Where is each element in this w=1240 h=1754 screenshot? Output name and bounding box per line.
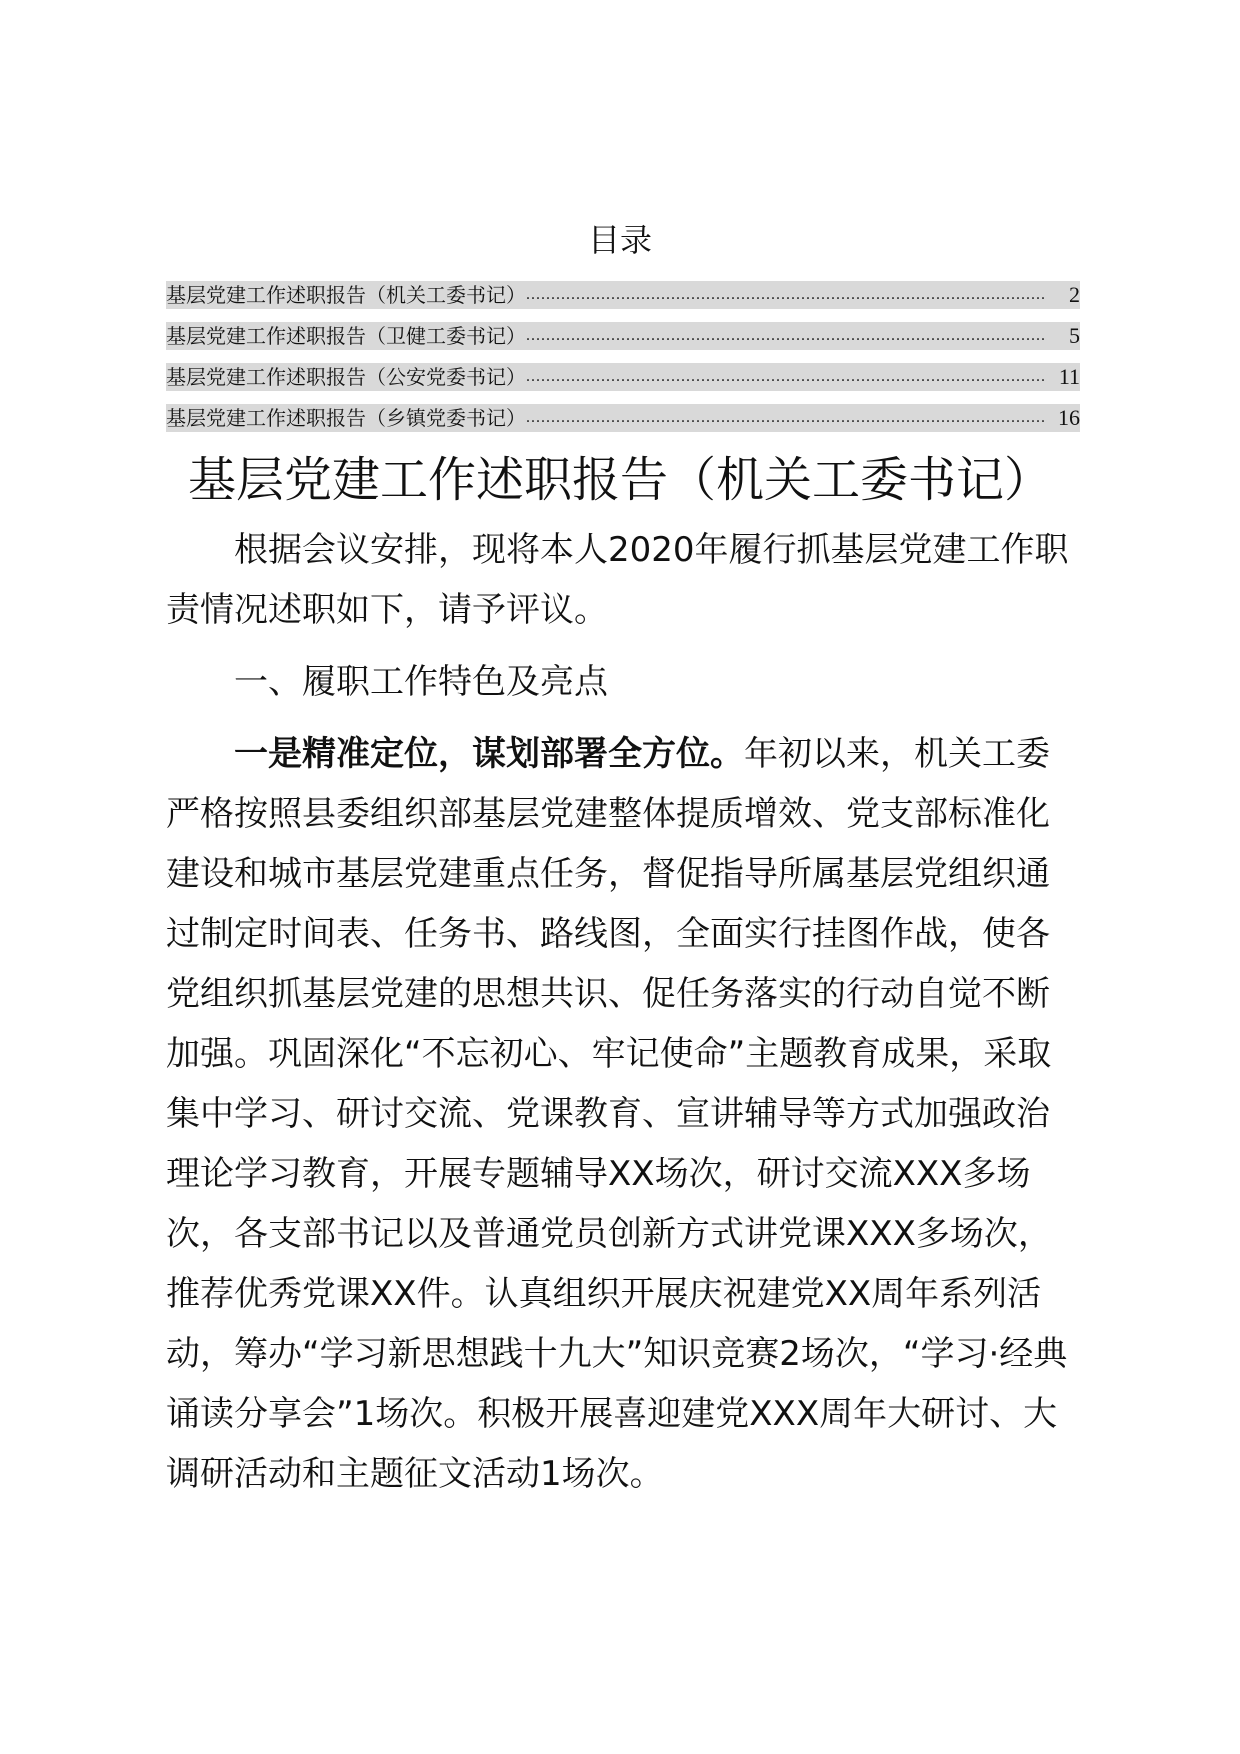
toc-leader-dots: ........................................................................................................ <box>526 363 1059 391</box>
toc-entry[interactable] <box>166 361 1080 391</box>
document-body <box>166 520 1080 1504</box>
toc-entry-text: 基层党建工作述职报告（机关工委书记） <box>166 283 526 307</box>
toc-leader-dots: ........................................................................................................ <box>526 404 1058 432</box>
toc-page-number: 11 <box>1058 364 1080 389</box>
section-title: 一、履职工作特色及亮点 <box>234 662 608 702</box>
paragraph-text: 年初以来，机关工委严格按照县委组织部基层党建整体提质增效、党支部标准化建设和城市基层党建重点任务，督促指导所属基层党组织通过制定时间表、任务书、路线图，全面实行挂图作战，使各党组织抓基层党建的思想共识、促任务落实的行动自觉不断加强。巩固深化“不忘初心、牢记使命”主题教育成果，采取集中学习、研讨交流、党课教育、宣讲辅导等方式加强政治理论学习教育，开展专题辅导XX场次，研讨交流XXX多场次，各支部书记以及普通党员创新方式讲党课XXX多场次，推荐优秀党课XX件。认真组织开展庆祝建党XX周年系列活动，筹办“学习新思想践十九大”知识竞赛2场次，“学习·经典诵读分享会”1场次。积极开展喜迎建党XXX周年大研讨、大调研活动和主题征文活动1场次。 <box>166 734 1068 1494</box>
toc-page-number: 5 <box>1069 323 1080 348</box>
intro-paragraph: 根据会议安排，现将本人2020年履行抓基层党建工作职责情况述职如下，请予评议。 <box>166 530 1069 630</box>
toc-entry-text: 基层党建工作述职报告（公安党委书记） <box>166 365 526 389</box>
body-paragraph <box>166 724 1080 1504</box>
table-of-contents <box>166 279 1080 443</box>
toc-entry-text: 基层党建工作述职报告（乡镇党委书记） <box>166 406 526 430</box>
toc-leader-dots: ........................................................................................................ <box>526 322 1069 350</box>
toc-entry[interactable] <box>166 320 1080 350</box>
toc-entry[interactable] <box>166 402 1080 432</box>
toc-leader-dots: ........................................................................................................ <box>526 281 1069 309</box>
document-heading: 基层党建工作述职报告（机关工委书记） <box>187 452 1052 508</box>
toc-title: 目录 <box>587 221 652 259</box>
toc-entry-text: 基层党建工作述职报告（卫健工委书记） <box>166 324 526 348</box>
toc-page-number: 16 <box>1058 405 1080 430</box>
toc-entry[interactable] <box>166 279 1080 309</box>
paragraph-lead: 一是精准定位，谋划部署全方位。 <box>234 734 744 774</box>
toc-page-number: 2 <box>1069 282 1080 307</box>
